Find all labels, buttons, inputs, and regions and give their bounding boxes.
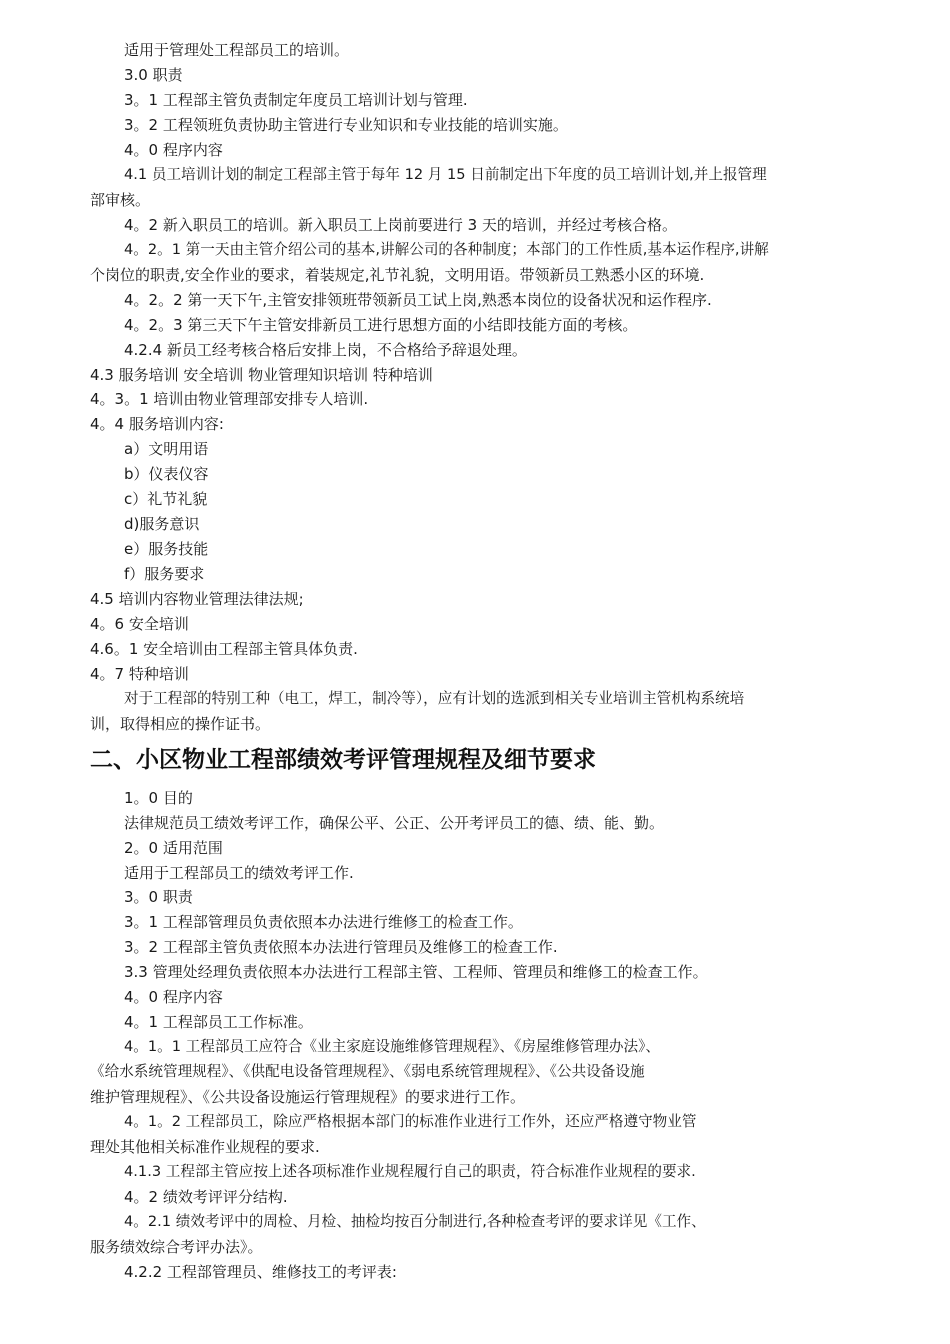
list-item: c）礼节礼貌: [124, 490, 208, 508]
text-line: 4。1 工程部员工工作标准。: [124, 1013, 313, 1031]
list-item: e）服务技能: [124, 540, 209, 558]
text-line: 服务绩效综合考评办法》。: [90, 1238, 263, 1256]
text-line: 4。2.1 绩效考评中的周检、月检、抽检均按百分制进行,各种检查考评的要求详见《工作、: [124, 1213, 706, 1230]
list-item: a）文明用语: [124, 440, 209, 458]
text-line: 3。2 工程部主管负责依照本办法进行管理员及维修工的检查工作.: [124, 938, 558, 956]
text-line: 理处其他相关标准作业规程的要求.: [90, 1138, 320, 1156]
text-line: 适用于工程部员工的绩效考评工作.: [124, 864, 354, 882]
text-line: 4。7 特种培训: [90, 665, 189, 683]
text-line: 适用于管理处工程部员工的培训。: [124, 41, 350, 59]
text-line: 4。2 绩效考评评分结构.: [124, 1188, 288, 1206]
text-line: 4。0 程序内容: [124, 141, 223, 159]
text-line: 4。1。1 工程部员工应符合《业主家庭设施维修管理规程》、《房屋维修管理办法》、: [124, 1038, 660, 1055]
text-line: 3.3 管理处经理负责依照本办法进行工程部主管、工程师、管理员和维修工的检查工作。: [124, 963, 708, 981]
text-line: 4。1。2 工程部员工，除应严格根据本部门的标准作业进行工作外，还应严格遵守物业管: [124, 1113, 697, 1130]
list-item: b）仪表仪容: [124, 465, 209, 483]
text-line: 2。0 适用范围: [124, 839, 223, 857]
text-line: 4。2。3 第三天下午主管安排新员工进行思想方面的小结即技能方面的考核。: [124, 316, 638, 334]
text-line: 个岗位的职责,安全作业的要求，着装规定,礼节礼貌，文明用语。带领新员工熟悉小区的环境.: [90, 266, 705, 284]
text-line: 法律规范员工绩效考评工作，确保公平、公正、公开考评员工的德、绩、能、勤。: [124, 814, 665, 832]
text-line: 4.1.3 工程部主管应按上述各项标准作业规程履行自己的职责，符合标准作业规程的要求.: [124, 1163, 696, 1180]
text-line: 4。3。1 培训由物业管理部安排专人培训.: [90, 390, 369, 408]
text-line: 4。2 新入职员工的培训。新入职员工上岗前要进行 3 天的培训，并经过考核合格。: [124, 216, 677, 234]
text-line: 对于工程部的特别工种（电工，焊工，制冷等），应有计划的选派到相关专业培训主管机构系统培: [124, 690, 745, 707]
text-line: 部审核。: [90, 191, 151, 209]
text-line: 4。0 程序内容: [124, 988, 223, 1006]
text-line: 3。0 职责: [124, 888, 193, 906]
text-line: 4.3 服务培训 安全培训 物业管理知识培训 特种培训: [90, 366, 433, 384]
text-line: 4.5 培训内容物业管理法律法规;: [90, 590, 304, 608]
text-line: 维护管理规程》、《公共设备设施运行管理规程》的要求进行工作。: [90, 1088, 526, 1106]
text-line: 《给水系统管理规程》、《供配电设备管理规程》、《弱电系统管理规程》、《公共设备设施: [90, 1063, 645, 1080]
text-line: 4.2.4 新员工经考核合格后安排上岗，不合格给予辞退处理。: [124, 341, 527, 359]
text-line: 1。0 目的: [124, 789, 193, 807]
text-line: 4。6 安全培训: [90, 615, 189, 633]
text-line: 4.1 员工培训计划的制定工程部主管于每年 12 月 15 日前制定出下年度的员工培训计划,并上报管理: [124, 166, 767, 183]
text-line: 4.6。1 安全培训由工程部主管具体负责.: [90, 640, 358, 658]
section-heading: 二、小区物业工程部绩效考评管理规程及细节要求: [90, 747, 596, 773]
list-item: f）服务要求: [124, 565, 205, 583]
text-line: 3。1 工程部主管负责制定年度员工培训计划与管理.: [124, 91, 468, 109]
text-line: 4。2。2 第一天下午,主管安排领班带领新员工试上岗,熟悉本岗位的设备状况和运作程序.: [124, 291, 712, 309]
text-line: 4。4 服务培训内容:: [90, 415, 224, 433]
list-item: d)服务意识: [124, 515, 200, 533]
text-line: 训，取得相应的操作证书。: [90, 715, 271, 733]
text-line: 4.2.2 工程部管理员、维修技工的考评表:: [124, 1263, 397, 1281]
text-line: 4。2。1 第一天由主管介绍公司的基本,讲解公司的各种制度；本部门的工作性质,基本运作程序,讲解: [124, 241, 769, 258]
text-line: 3。2 工程领班负责协助主管进行专业知识和专业技能的培训实施。: [124, 116, 568, 134]
text-line: 3。1 工程部管理员负责依照本办法进行维修工的检查工作。: [124, 913, 523, 931]
text-line: 3.0 职责: [124, 66, 183, 84]
